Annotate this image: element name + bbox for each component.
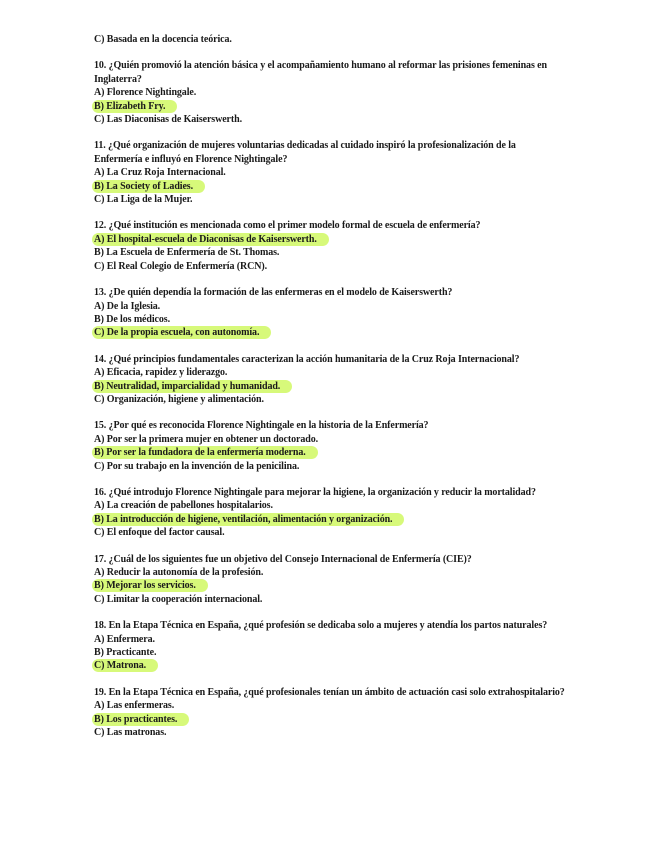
answer-option xyxy=(94,260,574,273)
highlighted-answer: B) Elizabeth Fry. xyxy=(92,100,177,113)
option-text: A) La Cruz Roja Internacional. xyxy=(94,167,226,179)
highlighted-answer: B) Los practicantes. xyxy=(92,713,189,726)
answer-option-highlighted xyxy=(94,326,574,339)
option-text: A) Enfermera. xyxy=(94,633,155,645)
answer-option xyxy=(94,699,574,712)
answer-option-highlighted xyxy=(94,100,574,113)
answer-option xyxy=(94,33,574,46)
answer-option xyxy=(94,726,574,739)
option-text: B) Practicante. xyxy=(94,647,157,659)
answer-option-highlighted xyxy=(94,446,574,459)
option-text: C) Las matronas. xyxy=(94,727,167,739)
question-block xyxy=(94,139,574,206)
question-stem: 10. ¿Quién promovió la atención básica y el acompañamiento humano al reformar las prisiones femeninas en Inglaterra? xyxy=(94,60,547,85)
option-text: C) Basada en la docencia teórica. xyxy=(94,34,232,45)
option-text: C) Limitar la cooperación internacional. xyxy=(94,593,263,605)
question-block xyxy=(94,286,574,340)
question-stem: 12. ¿Qué institución es mencionada como el primer modelo formal de escuela de enfermería? xyxy=(94,220,481,232)
question-block xyxy=(94,553,574,607)
answer-option xyxy=(94,313,574,326)
question-block xyxy=(94,419,574,473)
option-text: A) Reducir la autonomía de la profesión. xyxy=(94,567,264,578)
answer-option xyxy=(94,246,574,259)
answer-option xyxy=(94,566,574,579)
question-block xyxy=(94,219,574,273)
answer-option xyxy=(94,526,574,539)
answer-option xyxy=(94,393,574,406)
question-stem: 11. ¿Qué organización de mujeres voluntarias dedicadas al cuidado inspiró la profesionalización de la Enfermería e influyó en Florence Nightingale? xyxy=(94,140,516,165)
question-stem: 15. ¿Por qué es reconocida Florence Nightingale en la historia de la Enfermería? xyxy=(94,420,429,432)
answer-option xyxy=(94,193,574,206)
answer-option-highlighted xyxy=(94,713,574,726)
question-stem: 18. En la Etapa Técnica en España, ¿qué profesión se dedicaba solo a mujeres y atendía los partos naturales? xyxy=(94,620,548,632)
question-stem: 19. En la Etapa Técnica en España, ¿qué profesionales tenían un ámbito de actuación casi solo extrahospitalario? xyxy=(94,686,565,698)
answer-option-highlighted xyxy=(94,233,574,246)
highlighted-answer: B) Por ser la fundadora de la enfermería moderna. xyxy=(92,446,318,459)
highlighted-answer: B) Neutralidad, imparcialidad y humanidad. xyxy=(92,380,292,393)
answer-option xyxy=(94,633,574,646)
option-text: A) La creación de pabellones hospitalarios. xyxy=(94,500,273,512)
answer-option-highlighted xyxy=(94,579,574,592)
highlighted-answer: B) Mejorar los servicios. xyxy=(92,579,208,592)
answer-option xyxy=(94,460,574,473)
highlighted-answer: C) Matrona. xyxy=(92,659,158,672)
answer-option xyxy=(94,166,574,179)
option-text: C) Organización, higiene y alimentación. xyxy=(94,393,264,405)
highlighted-answer: B) La Society of Ladies. xyxy=(92,180,205,193)
option-text: C) El enfoque del factor causal. xyxy=(94,527,225,539)
question-stem: 16. ¿Qué introdujo Florence Nightingale para mejorar la higiene, la organización y reducir la mortalidad? xyxy=(94,486,536,498)
question-stem: 13. ¿De quién dependía la formación de las enfermeras en el modelo de Kaiserswerth? xyxy=(94,287,453,299)
option-text: C) La Liga de la Mujer. xyxy=(94,194,193,206)
question-block xyxy=(94,33,574,46)
question-block xyxy=(94,353,574,407)
question-stem: 14. ¿Qué principios fundamentales caracterizan la acción humanitaria de la Cruz Roja Internacional? xyxy=(94,353,520,365)
answer-option xyxy=(94,646,574,659)
answer-option-highlighted xyxy=(94,180,574,193)
quiz-content xyxy=(94,33,574,739)
answer-option xyxy=(94,86,574,99)
question-stem: 17. ¿Cuál de los siguientes fue un objetivo del Consejo Internacional de Enfermería (CIE)? xyxy=(94,553,472,565)
option-text: C) El Real Colegio de Enfermería (RCN). xyxy=(94,260,268,272)
option-text: A) Las enfermeras. xyxy=(94,700,175,712)
option-text: A) Eficacia, rapidez y liderazgo. xyxy=(94,367,228,379)
question-block xyxy=(94,686,574,740)
answer-option xyxy=(94,366,574,379)
answer-option-highlighted xyxy=(94,380,574,393)
question-block xyxy=(94,486,574,540)
question-block xyxy=(94,619,574,673)
option-text: C) Por su trabajo en la invención de la penicilina. xyxy=(94,460,300,472)
question-block xyxy=(94,59,574,126)
option-text: A) Por ser la primera mujer en obtener un doctorado. xyxy=(94,433,319,445)
highlighted-answer: B) La introducción de higiene, ventilación, alimentación y organización. xyxy=(92,513,404,526)
answer-option-highlighted xyxy=(94,513,574,526)
highlighted-answer: C) De la propia escuela, con autonomía. xyxy=(92,326,271,339)
option-text: C) Las Diaconisas de Kaiserswerth. xyxy=(94,114,242,126)
answer-option xyxy=(94,113,574,126)
answer-option-highlighted xyxy=(94,659,574,672)
answer-option xyxy=(94,499,574,512)
answer-option xyxy=(94,593,574,606)
answer-option xyxy=(94,433,574,446)
option-text: A) Florence Nightingale. xyxy=(94,87,197,99)
option-text: A) De la Iglesia. xyxy=(94,300,161,312)
highlighted-answer: A) El hospital-escuela de Diaconisas de Kaiserswerth. xyxy=(92,233,329,246)
answer-option xyxy=(94,300,574,313)
option-text: B) La Escuela de Enfermería de St. Thomas. xyxy=(94,247,280,259)
option-text: B) De los médicos. xyxy=(94,313,170,325)
